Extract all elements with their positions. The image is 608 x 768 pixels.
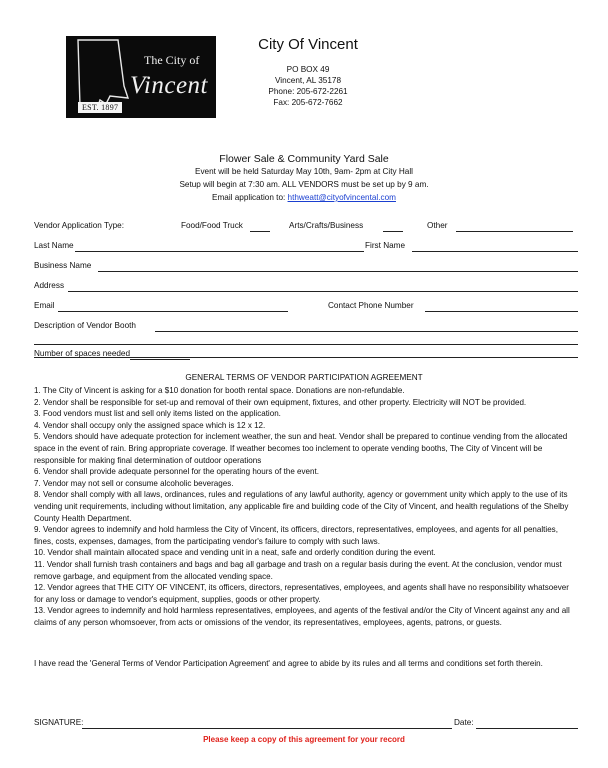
term-item: 13. Vendor agrees to indemnify and hold harmless representatives, employees, and agents of the festival and/or the City of Vincent against any and all claims of any person whomsoever, from acts or omissions of the vendor, its representatives, employees, agents, patrons, or guests. <box>34 606 570 627</box>
email-input[interactable] <box>58 311 288 312</box>
contact-phone-label: Contact Phone Number <box>328 301 414 310</box>
business-name-label: Business Name <box>34 261 92 270</box>
address-input[interactable] <box>68 291 578 292</box>
city-state-zip: Vincent, AL 35178 <box>274 76 341 85</box>
term-item: 10. Vendor shall maintain allocated space and vending unit in a neat, safe and orderly condition during the event. <box>34 548 436 558</box>
signature-input[interactable] <box>82 728 452 729</box>
terms-title: GENERAL TERMS OF VENDOR PARTICIPATION AGREEMENT <box>185 373 423 382</box>
email-link[interactable]: hthweatt@cityofvincental.com <box>287 193 396 202</box>
last-name-label: Last Name <box>34 241 74 250</box>
spaces-needed-label: Number of spaces needed <box>34 349 131 358</box>
date-label: Date: <box>454 718 474 727</box>
city-logo <box>66 36 216 118</box>
term-item: 6. Vendor shall provide adequate personnel for the operating hours of the event. <box>34 467 319 477</box>
term-item: 4. Vendor shall occupy only the assigned space which is 12 x 12. <box>34 420 266 430</box>
option-arts-label: Arts/Crafts/Business <box>289 221 364 230</box>
email-prefix: Email application to: <box>212 193 288 202</box>
footer-note: Please keep a copy of this agreement for your record <box>203 735 405 744</box>
event-title: Flower Sale & Community Yard Sale <box>219 153 389 165</box>
booth-description-line-2[interactable] <box>34 344 578 345</box>
phone-number: Phone: 205-672-2261 <box>268 87 348 96</box>
term-item: 11. Vendor shall furnish trash containers and bags and bag all garbage and trash on a regular basis during the event. At the conclusion, vendor must remove garbage, and equipment from the allocated vending space. <box>34 559 562 581</box>
event-time: Event will be held Saturday May 10th, 9am- 2pm at City Hall <box>195 167 413 176</box>
term-item: 8. Vendor shall comply with all laws, ordinances, rules and regulations of any lawful authority, agency or government unity which apply to the use of its vending unit requirements, including without limitation, any applicable fire and building code of the City of Vincent, and health regulations of the Shelby County Health Department. <box>34 490 569 523</box>
po-box: PO BOX 49 <box>286 65 330 74</box>
address-label: Address <box>34 281 65 290</box>
option-arts-blank[interactable] <box>383 231 403 232</box>
first-name-label: First Name <box>365 241 406 250</box>
term-item: 3. Food vendors must list and sell only items listed on the application. <box>34 409 281 419</box>
term-item: 5. Vendors should have adequate protection for inclement weather, the sun and heat. Vendor shall be prepared to continue vending from the allocated space in the event of rain. Bring appropriate coverage. If weather becomes too inclement to operate vending booths, The City of Vincent will be responsible for making final determination of outdoor operations <box>34 432 568 465</box>
option-food-blank[interactable] <box>250 231 270 232</box>
date-input[interactable] <box>476 728 578 729</box>
spaces-needed-input[interactable] <box>130 359 190 360</box>
business-name-input[interactable] <box>98 271 578 272</box>
term-item: 9. Vendor agrees to indemnify and hold harmless the City of Vincent, its officers, directors, representatives, employees, and agents for all penalties, fines, costs, expenses, damages, from the participating vendor's failure to comply with such laws. <box>34 525 558 546</box>
terms-list <box>34 385 579 628</box>
event-setup: Setup will begin at 7:30 am. ALL VENDORS must be set up by 9 am. <box>179 180 429 189</box>
option-food-label: Food/Food Truck <box>181 221 243 230</box>
logo-established: EST. 1897 <box>78 102 122 113</box>
term-item: 1. The City of Vincent is asking for a $10 donation for booth rental space. Donations are non-refundable. <box>34 386 405 395</box>
contact-phone-input[interactable] <box>425 311 578 312</box>
option-other-input[interactable] <box>456 231 573 232</box>
option-other-label: Other <box>427 221 448 230</box>
vendor-type-label: Vendor Application Type: <box>34 221 124 230</box>
logo-the-city-text: The City of <box>144 53 200 67</box>
last-name-input[interactable] <box>75 251 364 252</box>
booth-description-input[interactable] <box>155 331 578 332</box>
logo-vincent-text: Vincent <box>130 72 208 99</box>
page-title: City Of Vincent <box>258 36 358 53</box>
first-name-input[interactable] <box>412 251 578 252</box>
acknowledgement: I have read the 'General Terms of Vendor Participation Agreement' and agree to abide by its rules and all terms and conditions set forth therein. <box>34 659 543 668</box>
booth-description-label: Description of Vendor Booth <box>34 321 136 330</box>
term-item: 2. Vendor shall be responsible for set-up and removal of their own equipment, fixtures, and other property. Electricity will NOT be provided. <box>34 397 527 407</box>
term-item: 7. Vendor may not sell or consume alcoholic beverages. <box>34 478 234 488</box>
fax-number: Fax: 205-672-7662 <box>273 98 343 107</box>
email-instructions <box>0 193 608 202</box>
signature-label: SIGNATURE: <box>34 718 84 727</box>
email-label: Email <box>34 301 55 310</box>
term-item: 12. Vendor agrees that THE CITY OF VINCENT, its officers, directors, representatives, employees, and agents shall have no responsibility whatsoever for any loss or damage to vendor's equipment, supplies, goods or other property. <box>34 583 569 604</box>
